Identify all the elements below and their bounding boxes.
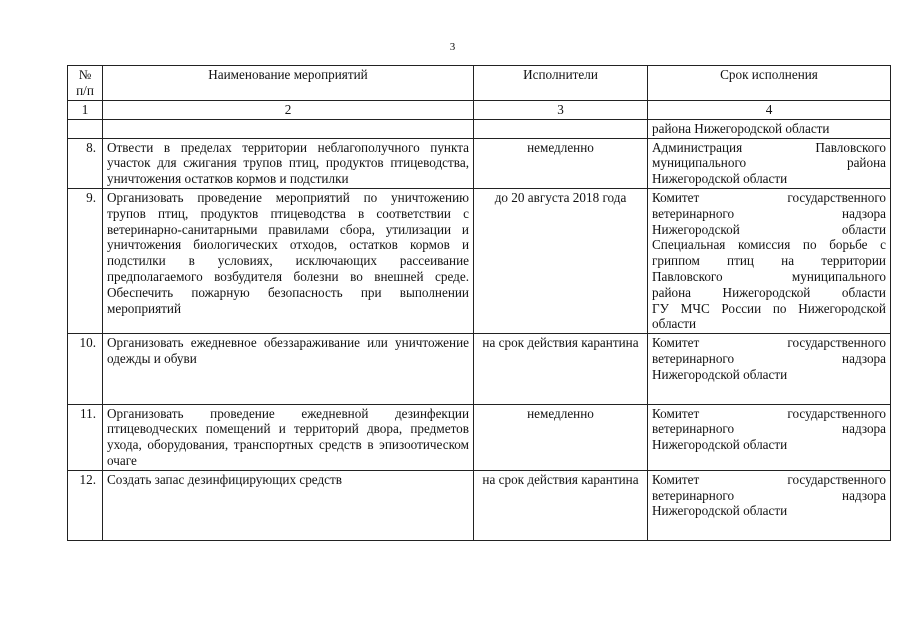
term-line: Нижегородской области — [652, 366, 788, 382]
column-number-row — [68, 101, 891, 120]
term-line: Павловского муниципального — [652, 268, 886, 284]
measures-table — [67, 65, 891, 541]
row-number: 8. — [68, 138, 103, 188]
term-line: ветеринарного надзора — [652, 421, 886, 437]
term-line: Комитет государственного — [652, 471, 886, 487]
term-line: муниципального района — [652, 155, 886, 171]
term-line: ветеринарного надзора — [652, 205, 886, 221]
table-row — [68, 188, 891, 333]
table-row — [68, 334, 891, 404]
column-number: 3 — [474, 101, 648, 120]
row-number: 9. — [68, 188, 103, 333]
executors-cell: на срок действия карантина — [474, 470, 648, 540]
term-cell — [648, 470, 891, 540]
term-line: Нижегородской области — [652, 171, 788, 187]
table-row — [68, 470, 891, 540]
page-number: 3 — [449, 41, 456, 53]
term-line: Специальная комиссия по борьбе с — [652, 237, 886, 253]
measure-name: Организовать проведение ежедневной дезинфекции птицеводческих помещений и территорий двора, предметов ухода, оборудования, транспортных средств в эпизоотическом очаге — [103, 404, 474, 470]
term-line: ГУ МЧС России по Нижегородской — [652, 300, 886, 316]
executors-cell: немедленно — [474, 404, 648, 470]
row-number: 12. — [68, 470, 103, 540]
measure-name: Организовать проведение мероприятий по уничтожению трупов птиц, продуктов птицеводства в соответствии с ветеринарно-санитарными правилами сбора, утилизации и уничтожения биологических отходов, остатков кормов и подстилки в условиях, исключающих рассеивание предполагаемого возбудителя болезни во внешней среде. Обеспечить пожарную безопасность при выполнении мероприятий — [103, 188, 474, 333]
header-term: Срок исполнения — [648, 66, 891, 101]
header-name: Наименование мероприятий — [103, 66, 474, 101]
term-cell — [648, 404, 891, 470]
table-header-row — [68, 66, 891, 101]
executors-cell: на срок действия карантина — [474, 334, 648, 404]
executors-cell: до 20 августа 2018 года — [474, 188, 648, 333]
term-line: гриппом птиц на территории — [652, 253, 886, 269]
term-line: Комитет государственного — [652, 405, 886, 421]
measure-name: Организовать ежедневное обеззараживание или уничтожение одежды и обуви — [103, 334, 474, 404]
term-line: Комитет государственного — [652, 335, 886, 351]
term-line: Администрация Павловского — [652, 139, 886, 155]
table-row — [68, 404, 891, 470]
column-number: 1 — [68, 101, 103, 120]
term-line: Нижегородской области — [652, 221, 886, 237]
term-line: Нижегородской области — [652, 503, 788, 519]
row-number: 10. — [68, 334, 103, 404]
column-number: 4 — [648, 101, 891, 120]
term-line: ветеринарного надзора — [652, 487, 886, 503]
term-line: области — [652, 316, 697, 332]
term-cell — [648, 334, 891, 404]
term-line: ветеринарного надзора — [652, 350, 886, 366]
continuation-text: района Нижегородской области — [648, 119, 891, 138]
measure-name: Отвести в пределах территории неблагополучного пункта участок для сжигания трупов птиц, продуктов птицеводства, уничтожения остатков кормов и подстилки — [103, 138, 474, 188]
term-line: района Нижегородской области — [652, 284, 886, 300]
term-cell — [648, 188, 891, 333]
column-number: 2 — [103, 101, 474, 120]
term-line: Комитет государственного — [652, 189, 886, 205]
executors-cell: немедленно — [474, 138, 648, 188]
table-body — [68, 138, 891, 541]
table-row — [68, 138, 891, 188]
measure-name: Создать запас дезинфицирующих средств — [103, 470, 474, 540]
header-num: № п/п — [68, 66, 103, 101]
continuation-row — [68, 119, 891, 138]
header-executors: Исполнители — [474, 66, 648, 101]
term-cell — [648, 138, 891, 188]
term-line: Нижегородской области — [652, 437, 788, 453]
row-number: 11. — [68, 404, 103, 470]
